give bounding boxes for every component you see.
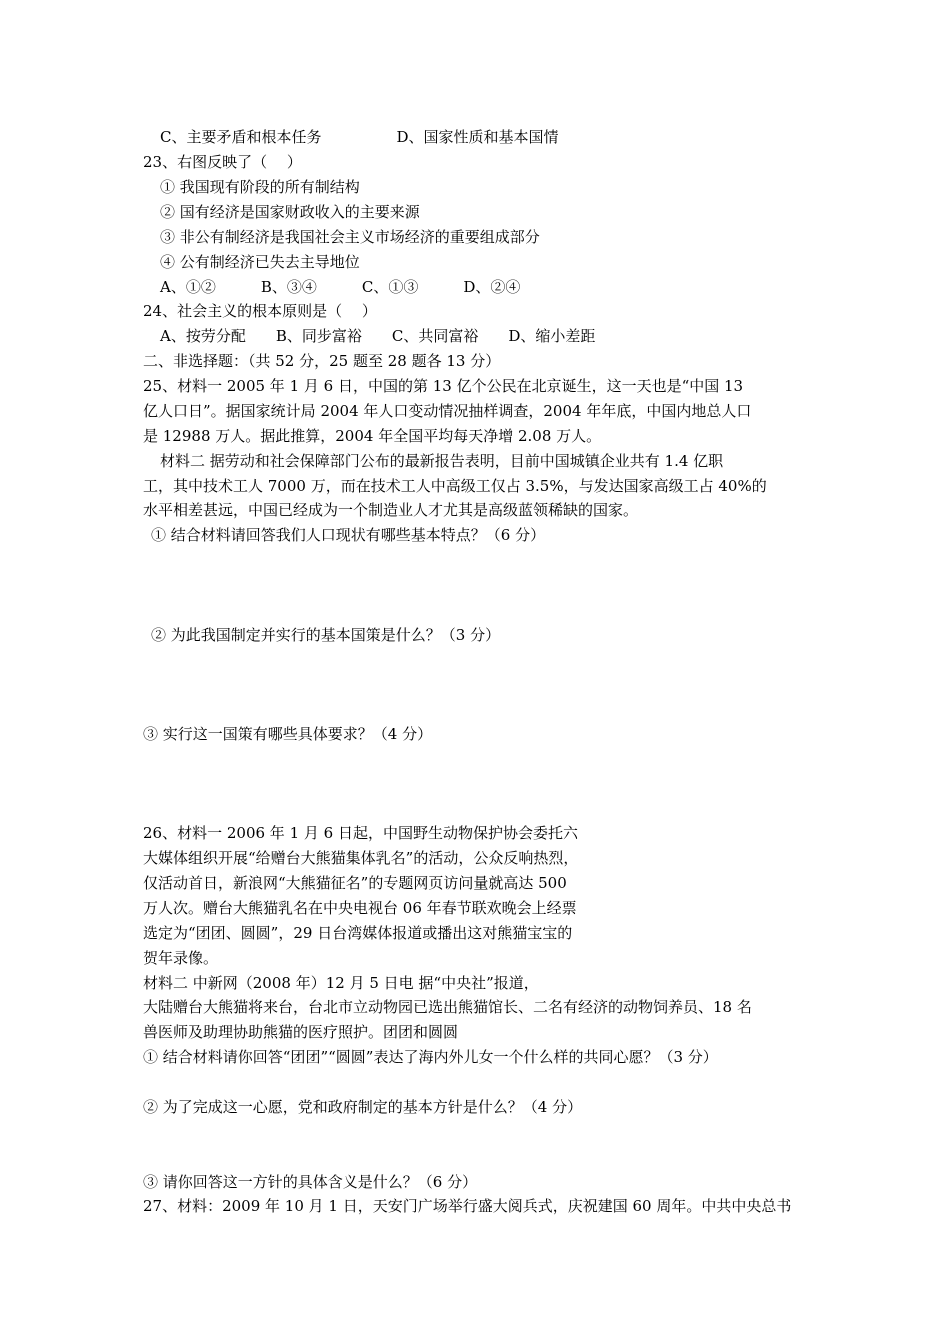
- q26-material-2-line-1: 材料二 中新网（2008 年）12 月 5 日电 据“中央社”报道，: [143, 974, 539, 992]
- q25-sub-question-3: ③ 实行这一国策有哪些具体要求？（4 分）: [143, 725, 433, 743]
- q26-material-2-line-2: 大陆赠台大熊猫将来台，台北市立动物园已选出熊猫馆长、二名有经济的动物饲养员、18 名: [143, 998, 752, 1016]
- q25-material-2-line-2: 工，其中技术工人 7000 万，而在技术工人中高级工仅占 3.5%，与发达国家高级工占 40%的: [143, 477, 767, 495]
- q23-item-4: ④ 公有制经济已失去主导地位: [160, 253, 360, 271]
- q25-sub-question-1: ① 结合材料请回答我们人口现状有哪些基本特点？（6 分）: [151, 526, 546, 544]
- q23-stem: 23、右图反映了（ ）: [143, 153, 302, 171]
- q25-material-1-line-1: 25、材料一 2005 年 1 月 6 日，中国的第 13 亿个公民在北京诞生，这一天也是“中国 13: [143, 377, 744, 395]
- q26-material-2-line-3: 兽医师及助理协助熊猫的医疗照护。团团和圆圆: [143, 1023, 459, 1041]
- q24-options: A、按劳分配 B、同步富裕 C、共同富裕 D、缩小差距: [160, 327, 596, 345]
- q26-sub-question-3: ③ 请你回答这一方针的具体含义是什么？（6 分）: [143, 1173, 478, 1191]
- q26-material-1-line-1: 26、材料一 2006 年 1 月 6 日起，中国野生动物保护协会委托六: [143, 824, 578, 842]
- q22-options-cd: C、主要矛盾和根本任务 D、国家性质和基本国情: [160, 128, 559, 146]
- q26-sub-question-1: ① 结合材料请你回答“团团”“圆圆”表达了海内外儿女一个什么样的共同心愿？（3 分）: [143, 1048, 718, 1066]
- q25-material-1-line-2: 亿人口日”。据国家统计局 2004 年人口变动情况抽样调查，2004 年年底，中国内地总人口: [143, 402, 752, 420]
- q26-material-1-line-4: 万人次。赠台大熊猫乳名在中央电视台 06 年春节联欢晚会上经票: [143, 899, 577, 917]
- q26-material-1-line-2: 大媒体组织开展“给赠台大熊猫集体乳名”的活动，公众反响热烈，: [143, 849, 579, 867]
- q27-material-line-1: 27、材料：2009 年 10 月 1 日，天安门广场举行盛大阅兵式，庆祝建国 60 周年。中共中央总书: [143, 1197, 792, 1215]
- q25-sub-question-2: ② 为此我国制定并实行的基本国策是什么？（3 分）: [151, 626, 501, 644]
- q25-material-2-line-3: 水平相差甚远，中国已经成为一个制造业人才尤其是高级蓝领稀缺的国家。: [143, 501, 639, 519]
- q26-material-1-line-3: 仅活动首日，新浪网“大熊猫征名”的专题网页访问量就高达 500: [143, 874, 567, 892]
- q23-item-2: ② 国有经济是国家财政收入的主要来源: [160, 203, 420, 221]
- q26-material-1-line-5: 选定为“团团、圆圆”，29 日台湾媒体报道或播出这对熊猫宝宝的: [143, 924, 573, 942]
- q24-stem: 24、社会主义的根本原则是（ ）: [143, 302, 377, 320]
- q26-material-1-line-6: 贺年录像。: [143, 949, 219, 967]
- section-2-heading: 二、非选择题：（共 52 分，25 题至 28 题各 13 分）: [143, 352, 501, 370]
- q23-item-1: ① 我国现有阶段的所有制结构: [160, 178, 360, 196]
- q23-item-3: ③ 非公有制经济是我国社会主义市场经济的重要组成部分: [160, 228, 540, 246]
- q25-material-1-line-3: 是 12988 万人。据此推算，2004 年全国平均每天净增 2.08 万人。: [143, 427, 602, 445]
- q26-sub-question-2: ② 为了完成这一心愿，党和政府制定的基本方针是什么？（4 分）: [143, 1098, 583, 1116]
- q25-material-2-line-1: 材料二 据劳动和社会保障部门公布的最新报告表明，目前中国城镇企业共有 1.4 亿职: [160, 452, 724, 470]
- q23-options: A、①② B、③④ C、①③ D、②④: [160, 278, 521, 296]
